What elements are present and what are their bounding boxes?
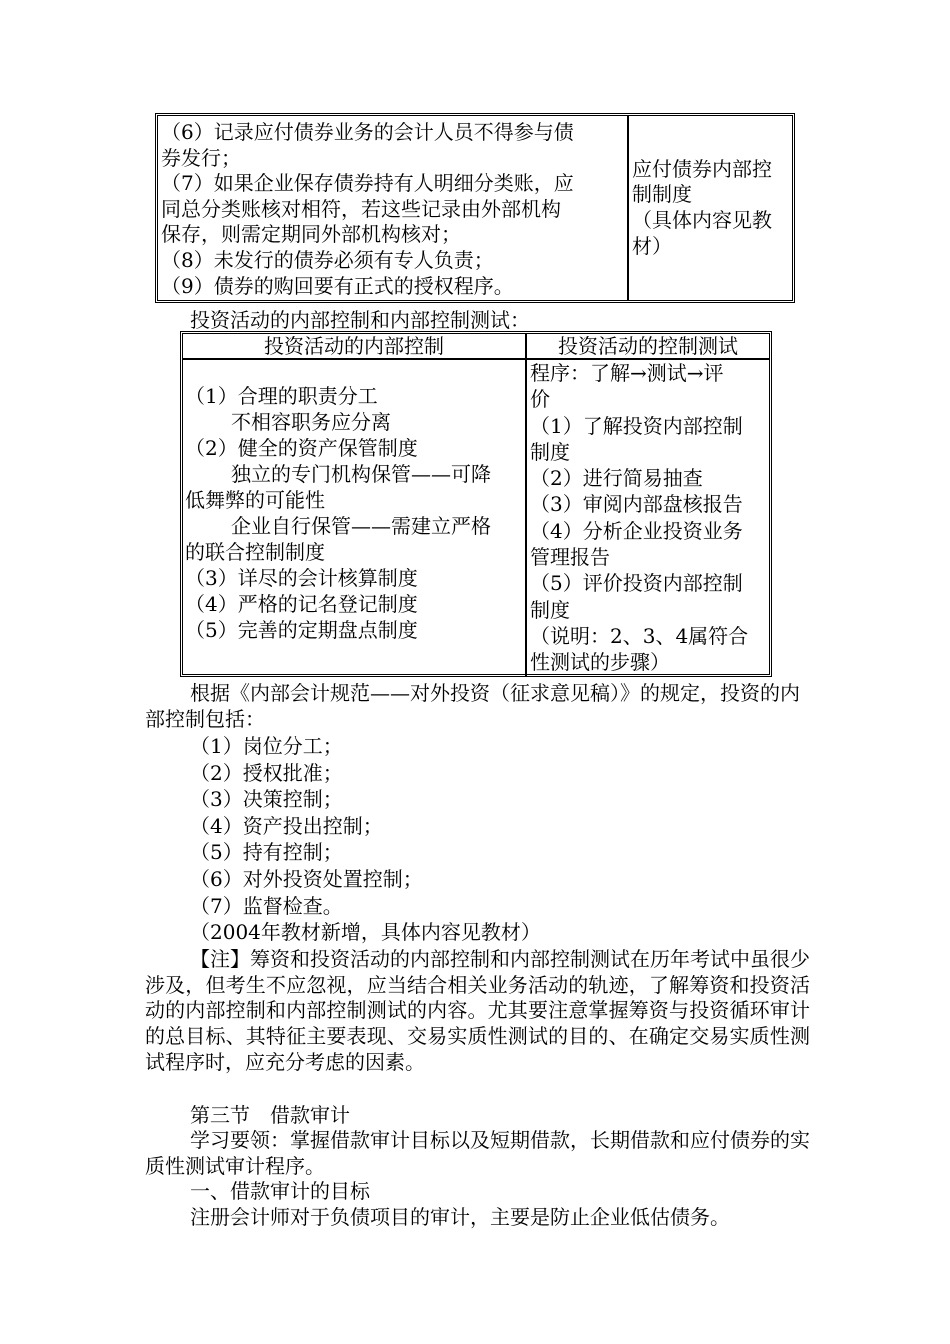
column-header-control-test: 投资活动的控制测试 [527,334,769,360]
table-line: 独立的专门机构保管——可降 [231,461,491,486]
list-item: （6）对外投资处置控制； [190,866,423,891]
table-line: （说明：2、3、4属符合 [530,623,749,648]
regulation-paragraph: 根据《内部会计规范——对外投资（征求意见稿）》的规定，投资的内部控制包括： [145,681,800,731]
investment-control-list [190,733,541,946]
table-line: 管理报告 [530,545,610,570]
table-line: 保存，则需定期同外部机构核对； [161,222,461,247]
table-line: （7）如果企业保存债券持有人明细分类账，应 [161,171,574,196]
list-item: （7）监督检查。 [190,893,343,918]
note-paragraph: 【注】筹资和投资活动的内部控制和内部控制测试在历年考试中虽很少涉及，但考生不应忽视，应当结合相关业务活动的轨迹，了解筹资和投资活动的内部控制和内部控制测试的内容。尤其要注意掌握筹资与投资循环审计的总目标、其特征主要表现、交易实质性测试的目的、在确定交易实质性测试程序时，应充分考虑的因素。 [145,947,810,1074]
table-line: 同总分类账核对相符，若这些记录由外部机构 [161,196,561,221]
table-line: （4）分析企业投资业务 [530,518,743,543]
table-line: 制度 [530,439,570,464]
table2-caption: 投资活动的内部控制和内部控制测试： [190,308,530,332]
control-test-cell [527,360,769,676]
table-line: （5）完善的定期盘点制度 [185,617,418,642]
table-line: （4）严格的记名登记制度 [185,591,418,616]
subheading: 一、借款审计的目标 [190,1179,370,1203]
table-line: 券发行； [161,145,241,170]
list-item: （4）资产投出控制； [190,813,383,838]
table-line: 性测试的步骤） [530,650,670,675]
column-header-internal-control: 投资活动的内部控制 [183,334,527,360]
table-line: 制制度 [632,182,692,207]
table-line: 应付债券内部控 [632,156,772,181]
table-line: （2）进行简易抽查 [530,466,703,491]
table-line: （8）未发行的债券必须有专人负责； [161,247,494,272]
audit-objective-paragraph: 注册会计师对于负债项目的审计，主要是防止企业低估债务。 [190,1205,730,1229]
table-line: （5）评价投资内部控制 [530,571,743,596]
internal-control-cell [183,360,527,676]
table-line: 制度 [530,597,570,622]
section-title: 第三节 借款审计 [190,1103,350,1127]
bond-control-label-cell [629,116,792,300]
table-line: 企业自行保管——需建立严格 [231,513,491,538]
table-line: （3）审阅内部盘核报告 [530,492,743,517]
table-line: 不相容职务应分离 [231,409,391,434]
list-item: （1）岗位分工； [190,734,343,758]
table-line: 的联合控制制度 [185,539,325,564]
table-line: （9）债券的购回要有正式的授权程序。 [161,273,514,298]
table-line: 低舞弊的可能性 [185,487,325,512]
list-item: （2）授权批准； [190,760,343,785]
bond-control-items-cell [158,116,629,300]
table-line: （2）健全的资产保管制度 [185,435,418,460]
bond-control-table [155,113,795,303]
investment-control-table [180,331,772,677]
list-item: （3）决策控制； [190,787,343,812]
study-points-paragraph: 学习要领：掌握借款审计目标以及短期借款，长期借款和应付债券的实质性测试审计程序。 [145,1128,810,1178]
table-line: （3）详尽的会计核算制度 [185,565,418,590]
list-item: （5）持有控制； [190,840,343,865]
list-item: （2004年教材新增，具体内容见教材） [190,920,541,945]
table-line: （6）记录应付债券业务的会计人员不得参与债 [161,120,574,144]
table-line: （1）合理的职责分工 [185,383,378,408]
table-line: 程序：了解→测试→评 [530,361,724,385]
table-line: （1）了解投资内部控制 [530,413,743,438]
table-line: 价 [530,387,550,412]
table-line: 材） [632,233,672,258]
table-line: （具体内容见教 [632,208,772,232]
